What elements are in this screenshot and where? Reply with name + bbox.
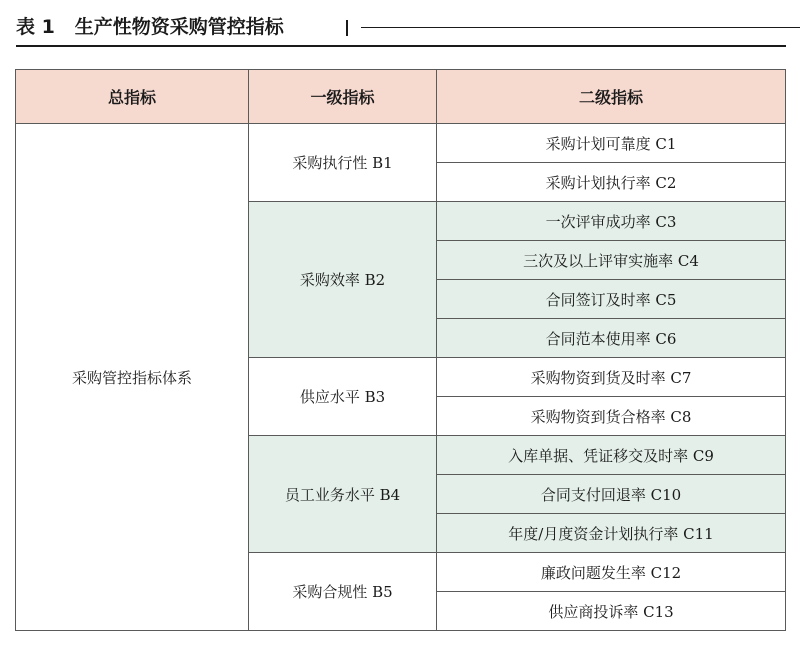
level1-cell: 供应水平 B3: [249, 358, 437, 436]
header-level1: 一级指标: [249, 70, 437, 124]
level2-cell: 三次及以上评审实施率 C4: [437, 241, 786, 280]
indicator-table: [15, 69, 786, 631]
table-title: [16, 12, 284, 42]
table-number: 表 1: [16, 16, 55, 38]
level2-cell: 合同签订及时率 C5: [437, 280, 786, 319]
table-title-text: 生产性物资采购管控指标: [74, 16, 284, 38]
level2-cell: 采购计划可靠度 C1: [437, 124, 786, 163]
level1-cell: 采购执行性 B1: [249, 124, 437, 202]
level2-cell: 供应商投诉率 C13: [437, 592, 786, 631]
title-tick-mark: [346, 20, 348, 36]
level2-cell: 年度/月度资金计划执行率 C11: [437, 514, 786, 553]
level2-cell: 一次评审成功率 C3: [437, 202, 786, 241]
table-caption: [16, 12, 786, 42]
level2-cell: 廉政问题发生率 C12: [437, 553, 786, 592]
level2-cell: 合同支付回退率 C10: [437, 475, 786, 514]
level2-cell: 入库单据、凭证移交及时率 C9: [437, 436, 786, 475]
level2-cell: 采购计划执行率 C2: [437, 163, 786, 202]
top-rule: [16, 45, 786, 47]
table-row: [16, 124, 786, 163]
level1-cell: 员工业务水平 B4: [249, 436, 437, 553]
level2-cell: 采购物资到货及时率 C7: [437, 358, 786, 397]
total-indicator-cell: 采购管控指标体系: [16, 124, 249, 631]
header-total: 总指标: [16, 70, 249, 124]
level1-cell: 采购合规性 B5: [249, 553, 437, 631]
level2-cell: 合同范本使用率 C6: [437, 319, 786, 358]
title-rule: [361, 27, 800, 28]
header-level2: 二级指标: [437, 70, 786, 124]
header-row: [16, 70, 786, 124]
level2-cell: 采购物资到货合格率 C8: [437, 397, 786, 436]
level1-cell: 采购效率 B2: [249, 202, 437, 358]
